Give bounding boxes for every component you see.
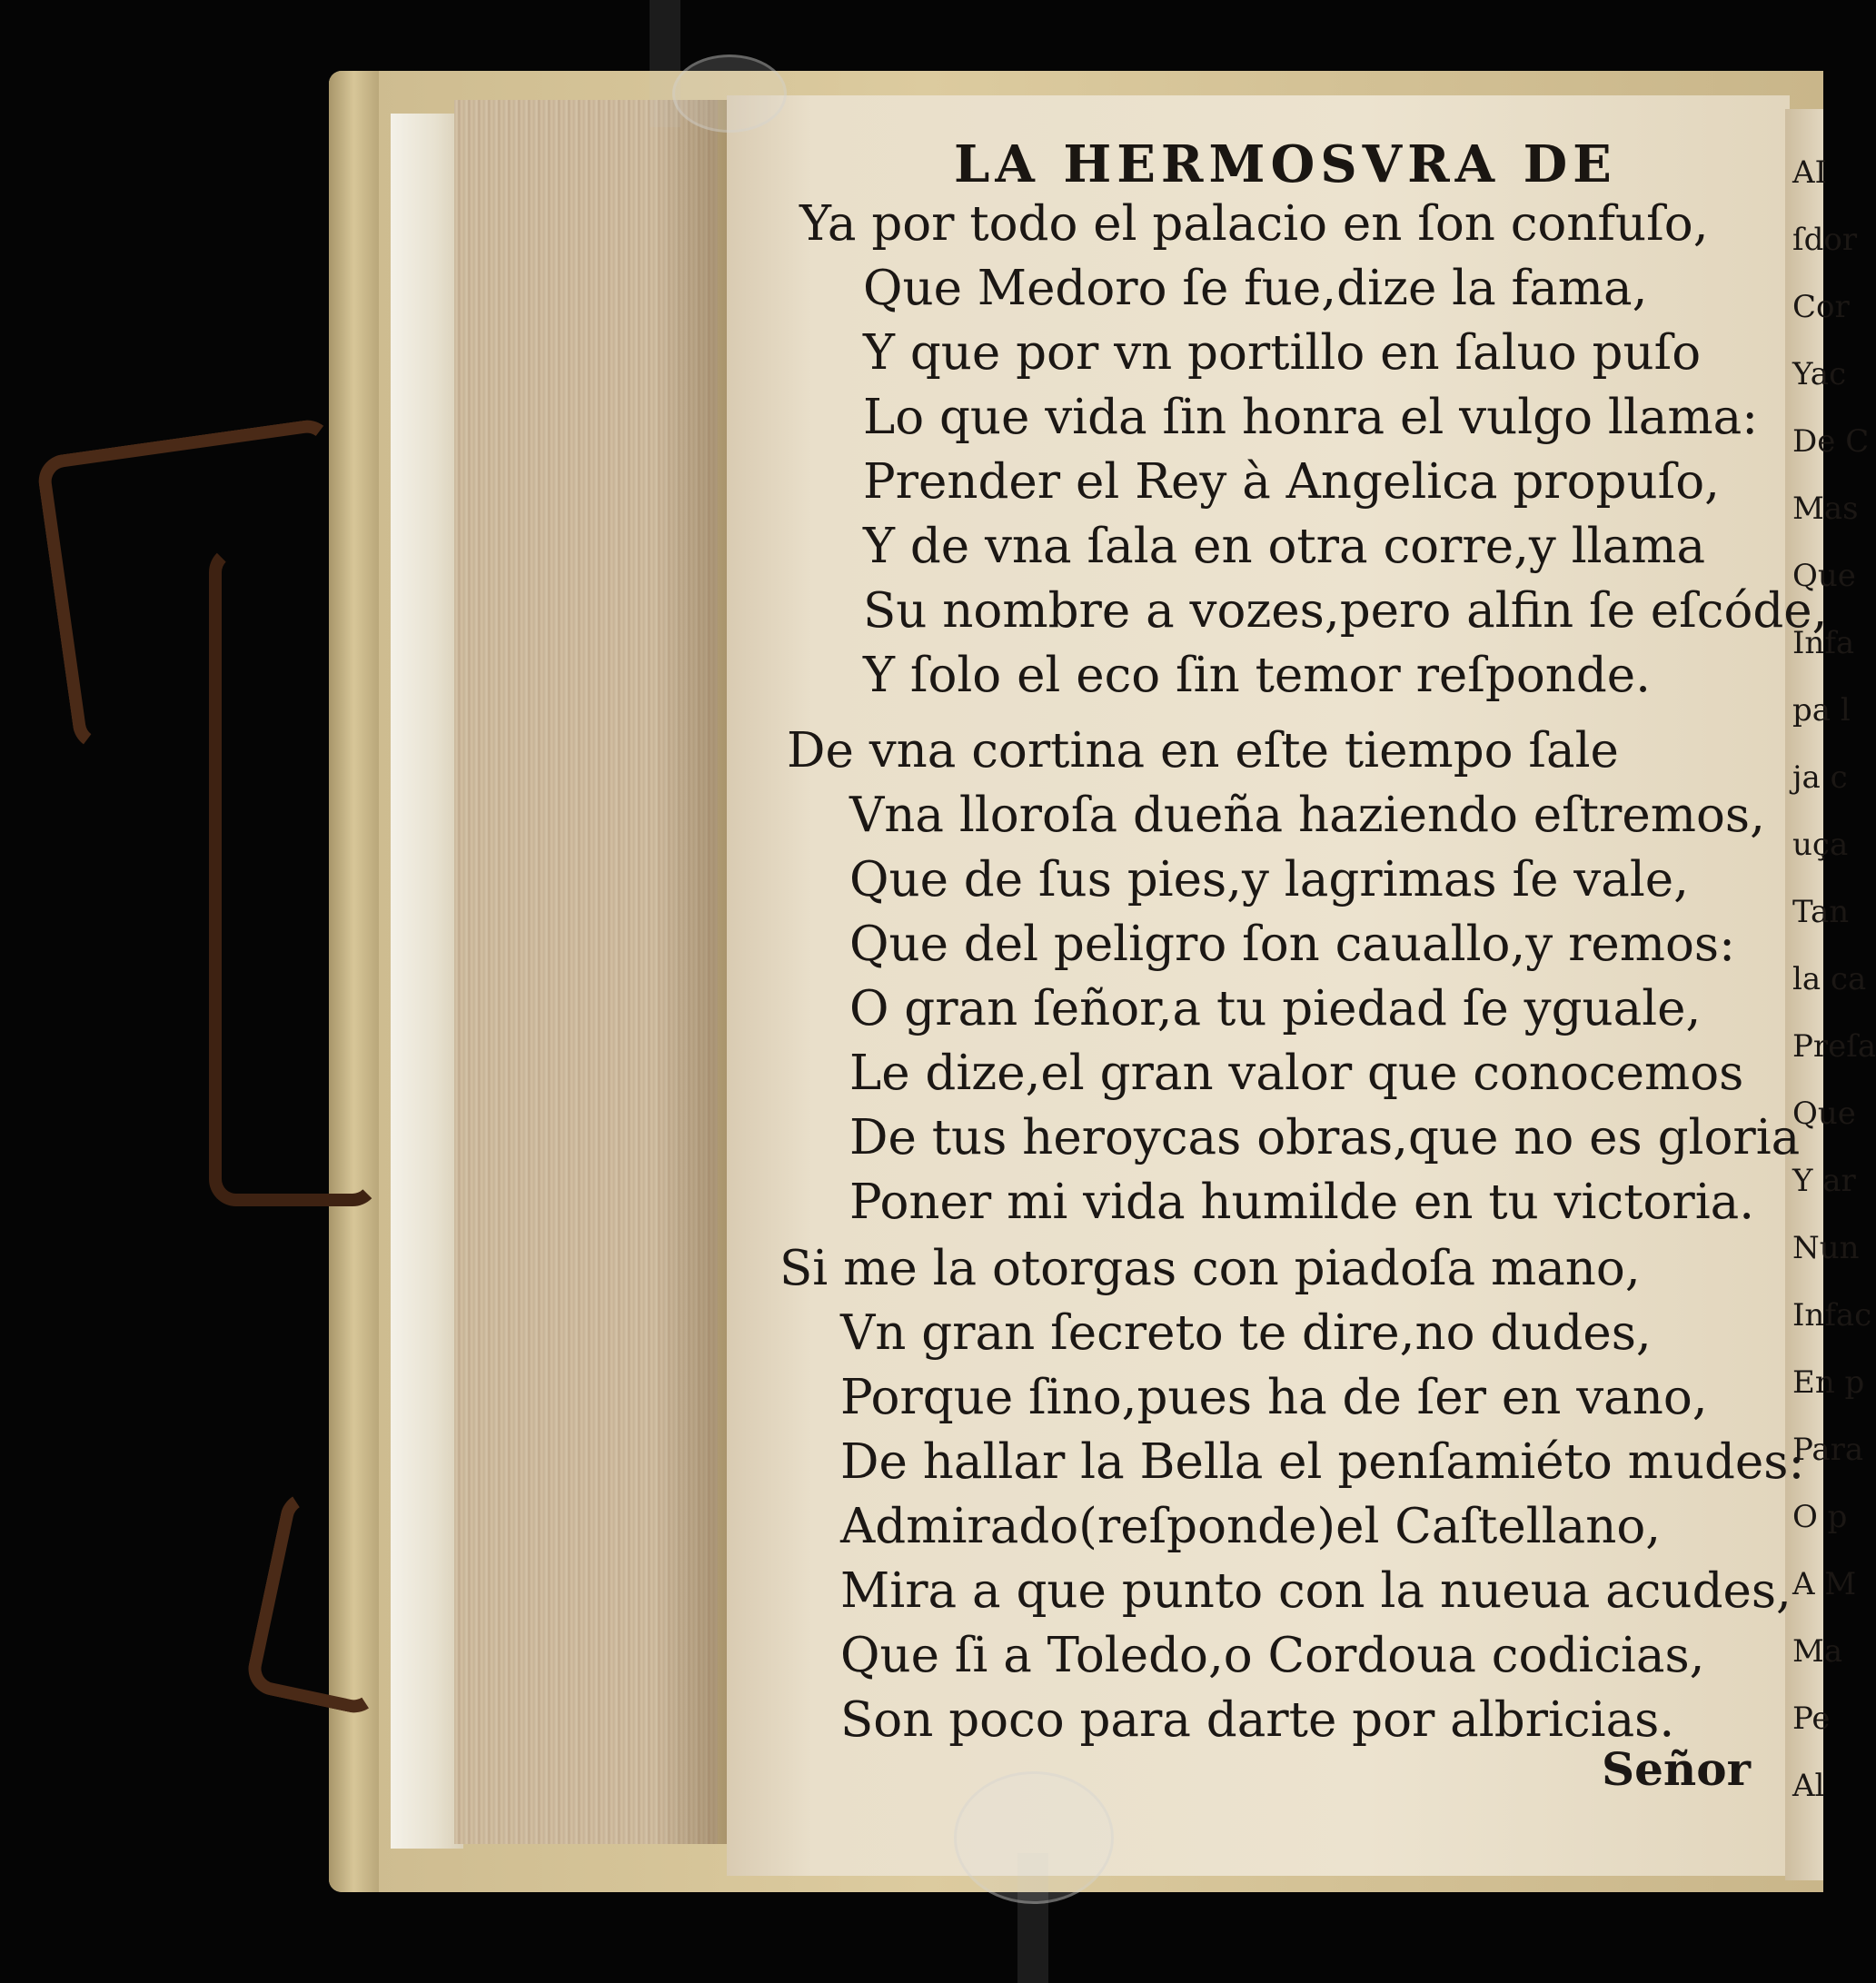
facing-page-fragment: Infac xyxy=(1792,1297,1872,1334)
verse-line: De tus heroycas obras,que no es gloria xyxy=(849,1110,1801,1165)
facing-page-fragment: Preſa xyxy=(1792,1028,1876,1065)
verse-line: Vna lloroſa dueña haziendo eſtremos, xyxy=(849,788,1765,843)
facing-page-fragment: O p xyxy=(1792,1499,1848,1535)
verse-line: Mira a que punto con la nueua acudes, xyxy=(840,1563,1792,1619)
verse-line: Y que por vn portillo en ſaluo puſo xyxy=(863,325,1702,381)
verse-line: Que de ſus pies,y lagrimas ſe vale, xyxy=(849,852,1690,907)
verse-line: Que ſi a Toledo,o Cordoua codicias, xyxy=(840,1628,1705,1683)
facing-page-fragment: Mas xyxy=(1792,491,1859,527)
catchword: Señor xyxy=(1602,1742,1751,1796)
facing-page-fragment: Infa xyxy=(1792,625,1855,661)
verse-line: Porque ſino,pues ha de ſer en vano, xyxy=(840,1370,1708,1425)
gutter-shadow xyxy=(654,100,736,1844)
facing-page-fragment: ja c xyxy=(1792,759,1848,796)
verse-line: Y de vna ſala en otra corre,y llama xyxy=(863,519,1706,574)
verse-line: De hallar la Bella el penſamiéto mudes: xyxy=(840,1434,1805,1490)
verse-line: Si me la otorgas con piadoſa mano, xyxy=(779,1241,1641,1296)
verse-line: Le dize,el gran valor que conocemos xyxy=(849,1046,1744,1101)
facing-page-fragment: Nun xyxy=(1792,1230,1860,1266)
facing-page-fragment: De C xyxy=(1792,423,1870,460)
verse-line: O gran ſeñor,a tu piedad ſe yguale, xyxy=(849,981,1702,1036)
facing-page-fragment: AI xyxy=(1792,154,1827,191)
facing-page-fragment: Cor xyxy=(1792,289,1850,325)
running-head: LA HERMOSVRA DE xyxy=(954,134,1617,194)
facing-page-fragment: pa l xyxy=(1792,692,1851,729)
facing-page-fragment: ſdor xyxy=(1792,222,1858,258)
facing-page-fragment: uça xyxy=(1792,827,1849,863)
verse-line: Prender el Rey à Angelica propuſo, xyxy=(863,454,1720,510)
verse-line: Son poco para darte por albricias. xyxy=(840,1692,1675,1748)
facing-page-fragment: Que xyxy=(1792,558,1856,594)
verse-line: Admirado(reſponde)el Caſtellano, xyxy=(840,1499,1662,1554)
verse-line: Lo que vida ſin honra el vulgo llama: xyxy=(863,390,1759,445)
facing-page-fragment: Y ar xyxy=(1792,1163,1856,1199)
facing-page-fragment: Para xyxy=(1792,1432,1864,1468)
facing-page-fragment: Al xyxy=(1792,1768,1825,1804)
page-clip-bottom xyxy=(954,1771,1114,1904)
verse-line: Que Medoro ſe fue,dize la fama, xyxy=(863,261,1648,316)
facing-page-fragment: la ca xyxy=(1792,961,1867,997)
verse-line: Y ſolo el eco ſin temor reſponde. xyxy=(863,648,1652,703)
verse-line: Ya por todo el palacio en ſon confuſo, xyxy=(799,196,1709,252)
facing-page-fragment: Que xyxy=(1792,1096,1856,1132)
facing-page-fragment: A M xyxy=(1792,1566,1857,1602)
verse-line: Que del peligro ſon cauallo,y remos: xyxy=(849,917,1735,972)
leather-tie-middle xyxy=(209,545,380,1206)
facing-page-fragment: Pe xyxy=(1792,1700,1831,1737)
facing-page-fragment: Ma xyxy=(1792,1633,1843,1670)
page-clip-top xyxy=(672,55,787,133)
facing-page-fragment: En p xyxy=(1792,1364,1865,1401)
verse-line: Vn gran ſecreto te dire,no dudes, xyxy=(840,1305,1652,1361)
verse-line: Su nombre a vozes,pero alfin ſe eſcóde, xyxy=(863,583,1828,639)
facing-page-fragment: Tan xyxy=(1792,894,1850,930)
verse-line: De vna cortina en eſte tiempo ſale xyxy=(787,723,1619,778)
verse-line: Poner mi vida humilde en tu victoria. xyxy=(849,1175,1755,1230)
facing-page-fragment: Yac xyxy=(1792,356,1847,392)
